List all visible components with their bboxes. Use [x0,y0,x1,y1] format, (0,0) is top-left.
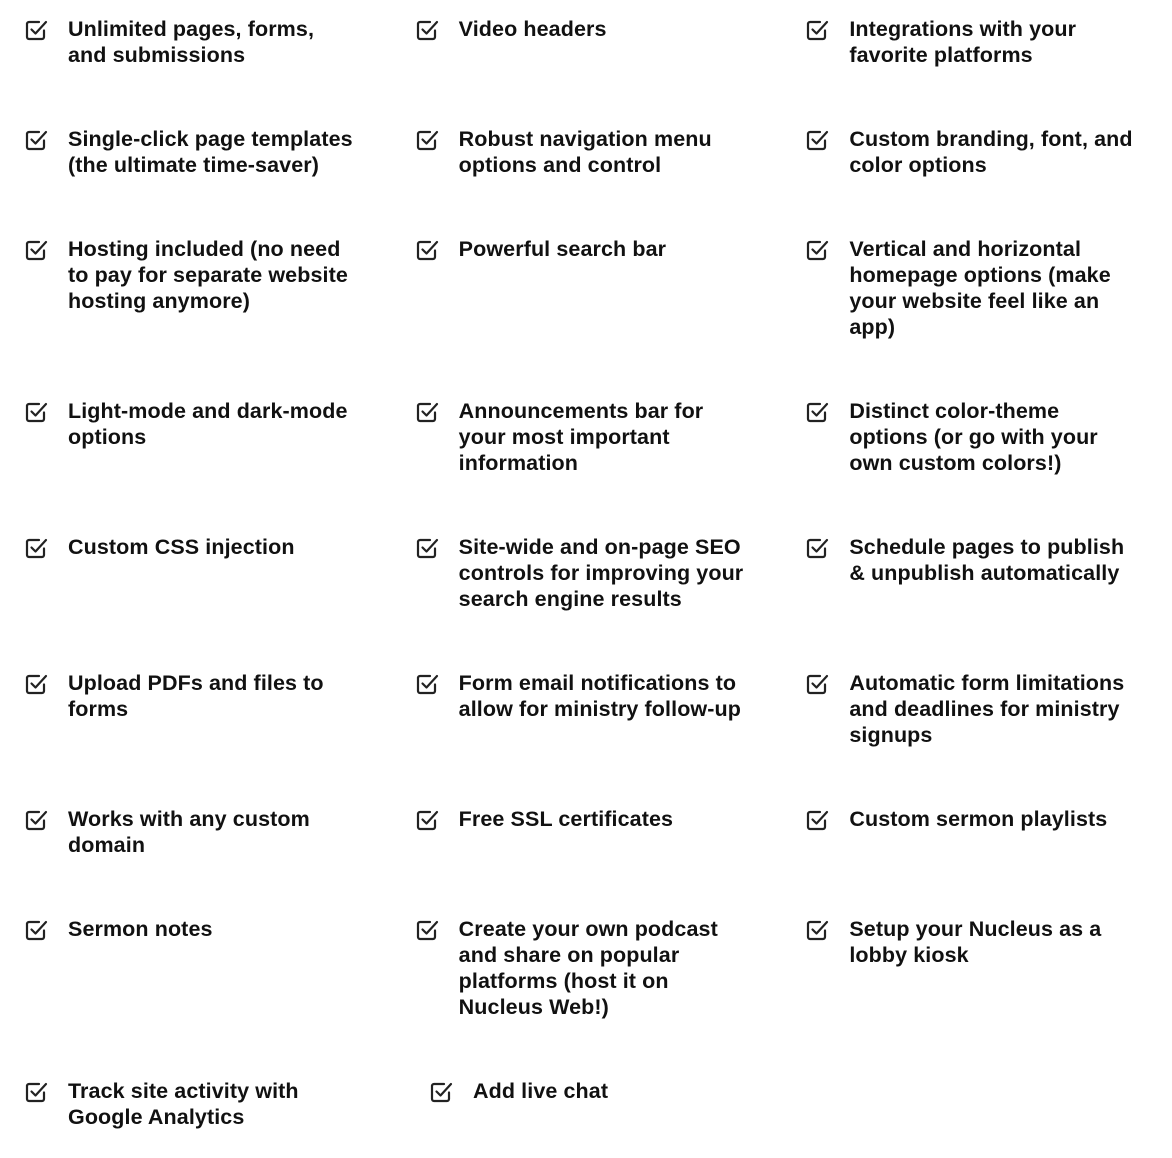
feature-item [391,806,782,858]
feature-label: Site-wide and on-page SEO controls for improving your search engine results [458,535,744,611]
checkbox-checked-icon [24,672,48,696]
feature-item [781,916,1172,1020]
feature-label: Hosting included (no need to pay for separate website hosting anymore) [68,237,348,313]
feature-item [391,534,782,612]
feature-item [0,398,391,476]
feature-label: Light-mode and dark-mode options [68,399,348,449]
checkbox-checked-icon [415,536,439,560]
feature-row [0,670,1172,748]
feature-row [0,16,1172,68]
checkbox-checked-icon [415,808,439,832]
feature-label: Custom sermon playlists [849,807,1108,831]
checkbox-checked-icon [24,18,48,42]
checkbox-checked-icon [415,672,439,696]
feature-label: Track site activity with Google Analytics [68,1079,299,1129]
checkbox-checked-icon [805,238,829,262]
feature-label: Add live chat [473,1079,609,1103]
feature-item [781,398,1172,476]
checkbox-checked-icon [415,918,439,942]
feature-label: Create your own podcast and share on popular platforms (host it on Nucleus Web!) [458,917,718,1019]
feature-label: Video headers [458,17,607,41]
feature-item [781,236,1172,340]
feature-item [781,670,1172,748]
feature-label: Upload PDFs and files to forms [68,671,324,721]
feature-item [391,398,782,476]
feature-label: Form email notifications to allow for ministry follow-up [458,671,741,721]
checkbox-checked-icon [24,1080,48,1104]
checkbox-checked-icon [429,1080,453,1104]
feature-row [0,806,1172,858]
feature-item [0,16,391,68]
feature-item [0,916,391,1020]
checkbox-checked-icon [24,128,48,152]
feature-row [0,126,1172,178]
feature-item [0,534,391,612]
feature-item [391,126,782,178]
feature-label: Custom CSS injection [68,535,295,559]
feature-row [0,236,1172,340]
feature-label: Integrations with your favorite platforms [849,17,1077,67]
feature-item [781,16,1172,68]
checkbox-checked-icon [415,400,439,424]
feature-item [391,16,782,68]
feature-label: Setup your Nucleus as a lobby kiosk [849,917,1102,967]
feature-label: Schedule pages to publish & unpublish automatically [849,535,1125,585]
feature-label: Robust navigation menu options and control [458,127,712,177]
feature-label: Unlimited pages, forms, and submissions [68,17,315,67]
checkbox-checked-icon [24,918,48,942]
feature-label: Distinct color-theme options (or go with your own custom colors!) [849,399,1098,475]
feature-label: Single-click page templates (the ultimate time-saver) [68,127,353,177]
feature-label: Works with any custom domain [68,807,310,857]
feature-label: Announcements bar for your most important information [458,399,704,475]
feature-item [391,670,782,748]
feature-label: Vertical and horizontal homepage options (make your website feel like an app) [849,237,1111,339]
checkbox-checked-icon [415,18,439,42]
checkbox-checked-icon [805,400,829,424]
checkbox-checked-icon [415,128,439,152]
feature-label: Custom branding, font, and color options [849,127,1133,177]
feature-item [391,916,782,1020]
checkbox-checked-icon [805,918,829,942]
feature-row [0,398,1172,476]
checkbox-checked-icon [805,672,829,696]
checkbox-checked-icon [415,238,439,262]
feature-item [0,670,391,748]
feature-item [781,126,1172,178]
feature-label: Automatic form limitations and deadlines for ministry signups [849,671,1125,747]
feature-item [0,806,391,858]
feature-item [781,806,1172,858]
checkbox-checked-icon [24,808,48,832]
feature-row [0,534,1172,612]
feature-item [0,126,391,178]
feature-item [0,236,391,340]
feature-label: Powerful search bar [458,237,667,261]
checkbox-checked-icon [24,400,48,424]
feature-item [405,1078,810,1130]
feature-row [0,1078,1172,1130]
checkbox-checked-icon [805,808,829,832]
checkbox-checked-icon [805,128,829,152]
feature-row [0,916,1172,1020]
checkbox-checked-icon [24,238,48,262]
checkbox-checked-icon [805,18,829,42]
checkbox-checked-icon [24,536,48,560]
feature-item [0,1078,405,1130]
feature-label: Free SSL certificates [458,807,674,831]
checkbox-checked-icon [805,536,829,560]
feature-label: Sermon notes [68,917,213,941]
feature-item [391,236,782,340]
feature-item [781,534,1172,612]
